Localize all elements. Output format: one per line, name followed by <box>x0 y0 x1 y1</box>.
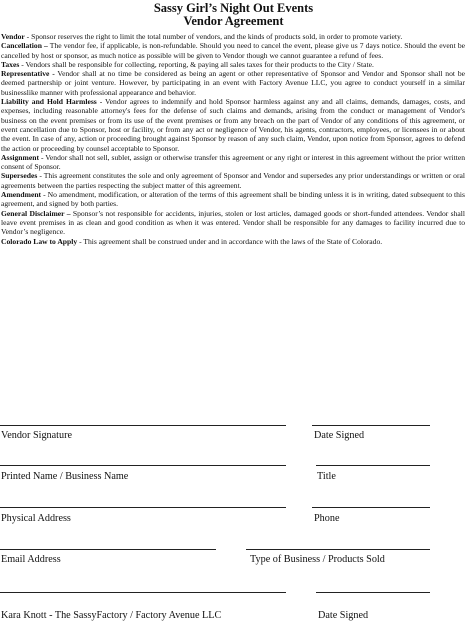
clause-assignment <box>1 153 465 172</box>
title-line[interactable] <box>316 465 430 466</box>
clause-heading: Liability and Hold Harmless <box>1 97 97 107</box>
clause-amendment <box>1 190 465 209</box>
document-title: Sassy Girl’s Night Out Events <box>153 1 314 15</box>
clause-general-disclaimer <box>1 209 465 237</box>
clause-heading: Taxes <box>1 59 20 69</box>
vendor-signature-line[interactable] <box>0 425 286 426</box>
sponsor-date-signed-line[interactable] <box>316 592 430 593</box>
clause-body: The vendor fee, if applicable, is non-refundable. Should you need to cancel the event, please give us 7 days notice. Should the event be cancelled by host or sponsor, as much notice as possible will be given to Vendor though we cannot guarantee a refund of fees. <box>1 41 465 60</box>
clause-heading: Supersedes <box>1 171 38 181</box>
clause-colorado-law <box>1 237 465 246</box>
sponsor-date-signed-label: Date Signed <box>318 610 369 621</box>
clause-body: - Vendors shall be responsible for collecting, reporting, & paying all sales taxes for their products to the City / State. <box>19 59 374 69</box>
sponsor-name-label: Kara Knott - The SassyFactory / Factory Avenue LLC <box>1 610 222 621</box>
clause-supersedes <box>1 171 465 190</box>
clause-body: - No amendment, modification, or alteration of the terms of this agreement shall be binding unless it is in writing, dated subsequent to this agreement, and signed by both parties. <box>1 190 465 209</box>
printed-name-line[interactable] <box>0 465 286 466</box>
date-signed-line[interactable] <box>312 425 430 426</box>
clause-heading: Colorado Law to Apply <box>1 236 78 246</box>
clause-body: - This agreement constitutes the sole and only agreement of Sponsor and Vendor and supersedes any prior understandings or written or oral agreements between the parties respecting the subject matter of this agreement. <box>1 171 465 190</box>
title-label: Title <box>317 471 336 482</box>
clause-heading: Cancellation – <box>1 41 48 51</box>
clause-vendor <box>1 32 465 41</box>
vendor-signature-label: Vendor Signature <box>1 430 73 441</box>
clause-taxes <box>1 60 465 69</box>
clause-body: - This agreement shall be construed under and in accordance with the laws of the State of Colorado. <box>77 236 383 246</box>
physical-address-label: Physical Address <box>1 513 71 524</box>
clause-heading: Vendor <box>1 32 25 41</box>
clause-liability <box>1 97 465 153</box>
clause-heading: Assignment <box>1 152 39 162</box>
clause-cancellation <box>1 41 465 60</box>
document-subtitle: Vendor Agreement <box>183 14 284 28</box>
clause-body: Sponsor’s not responsible for accidents, injuries, stolen or lost articles, damaged goods or short-funded attendees. Vendor shall leave event premises in as clean and good condition as when it was entered. Vendor shall be responsible for any damages to facility incurred due to Vendor’s negligence. <box>1 208 465 237</box>
type-of-business-line[interactable] <box>246 549 430 550</box>
phone-label: Phone <box>314 513 340 524</box>
date-signed-label: Date Signed <box>314 430 365 441</box>
clause-body: - Vendor shall not sell, sublet, assign or otherwise transfer this agreement or any right or interest in this agreement without the prior written consent of Sponsor. <box>1 152 465 172</box>
email-address-label: Email Address <box>1 554 61 565</box>
agreement-terms <box>0 32 467 246</box>
email-address-line[interactable] <box>0 549 216 550</box>
clause-representative <box>1 69 465 97</box>
clause-body: Vendor shall at no time be considered as being an agent or other representative of Sponsor and Vendor and Sponsor shall not be deemed partnership or joint venture. However, by participating in an event with Factory Avenue LLC, you agree to conduct yourself in a similar businesslike manner with professional appearance and behavior. <box>1 69 465 97</box>
clause-body: - Vendor agrees to indemnify and hold Sponsor harmless against any and all claims, demands, damages, costs, and expenses, including reasonable attorney's fees for the defense of such claims and demands, arising from the conduct or management of Vendor's business on the event premises or from its use of the event premises or from any breach on the part of Vendor of any conditions of this agreement, or event cancellation due to Sponsor, host or facility, or from any act or negligence of Vendor, his agents, contractors, employees, or licensees in or about the event. In case of any, action or proceeding brought against Sponsor by reason of any such claim, Vendor, upon notice from Sponsor, agrees to defend the action or proceeding by counsel acceptable to Sponsor. <box>1 97 466 153</box>
clause-body: - Sponsor reserves the right to limit the total number of vendors, and the kinds of products sold, in order to promote variety. <box>24 32 403 41</box>
printed-name-label: Printed Name / Business Name <box>1 471 129 482</box>
clause-heading: Representative - <box>1 69 55 79</box>
clause-heading: General Disclaimer – <box>1 208 71 218</box>
clause-heading: Amendment <box>1 190 42 200</box>
type-of-business-label: Type of Business / Products Sold <box>250 554 385 565</box>
phone-line[interactable] <box>312 507 430 508</box>
sponsor-signature-line[interactable] <box>0 592 286 593</box>
physical-address-line[interactable] <box>0 507 286 508</box>
